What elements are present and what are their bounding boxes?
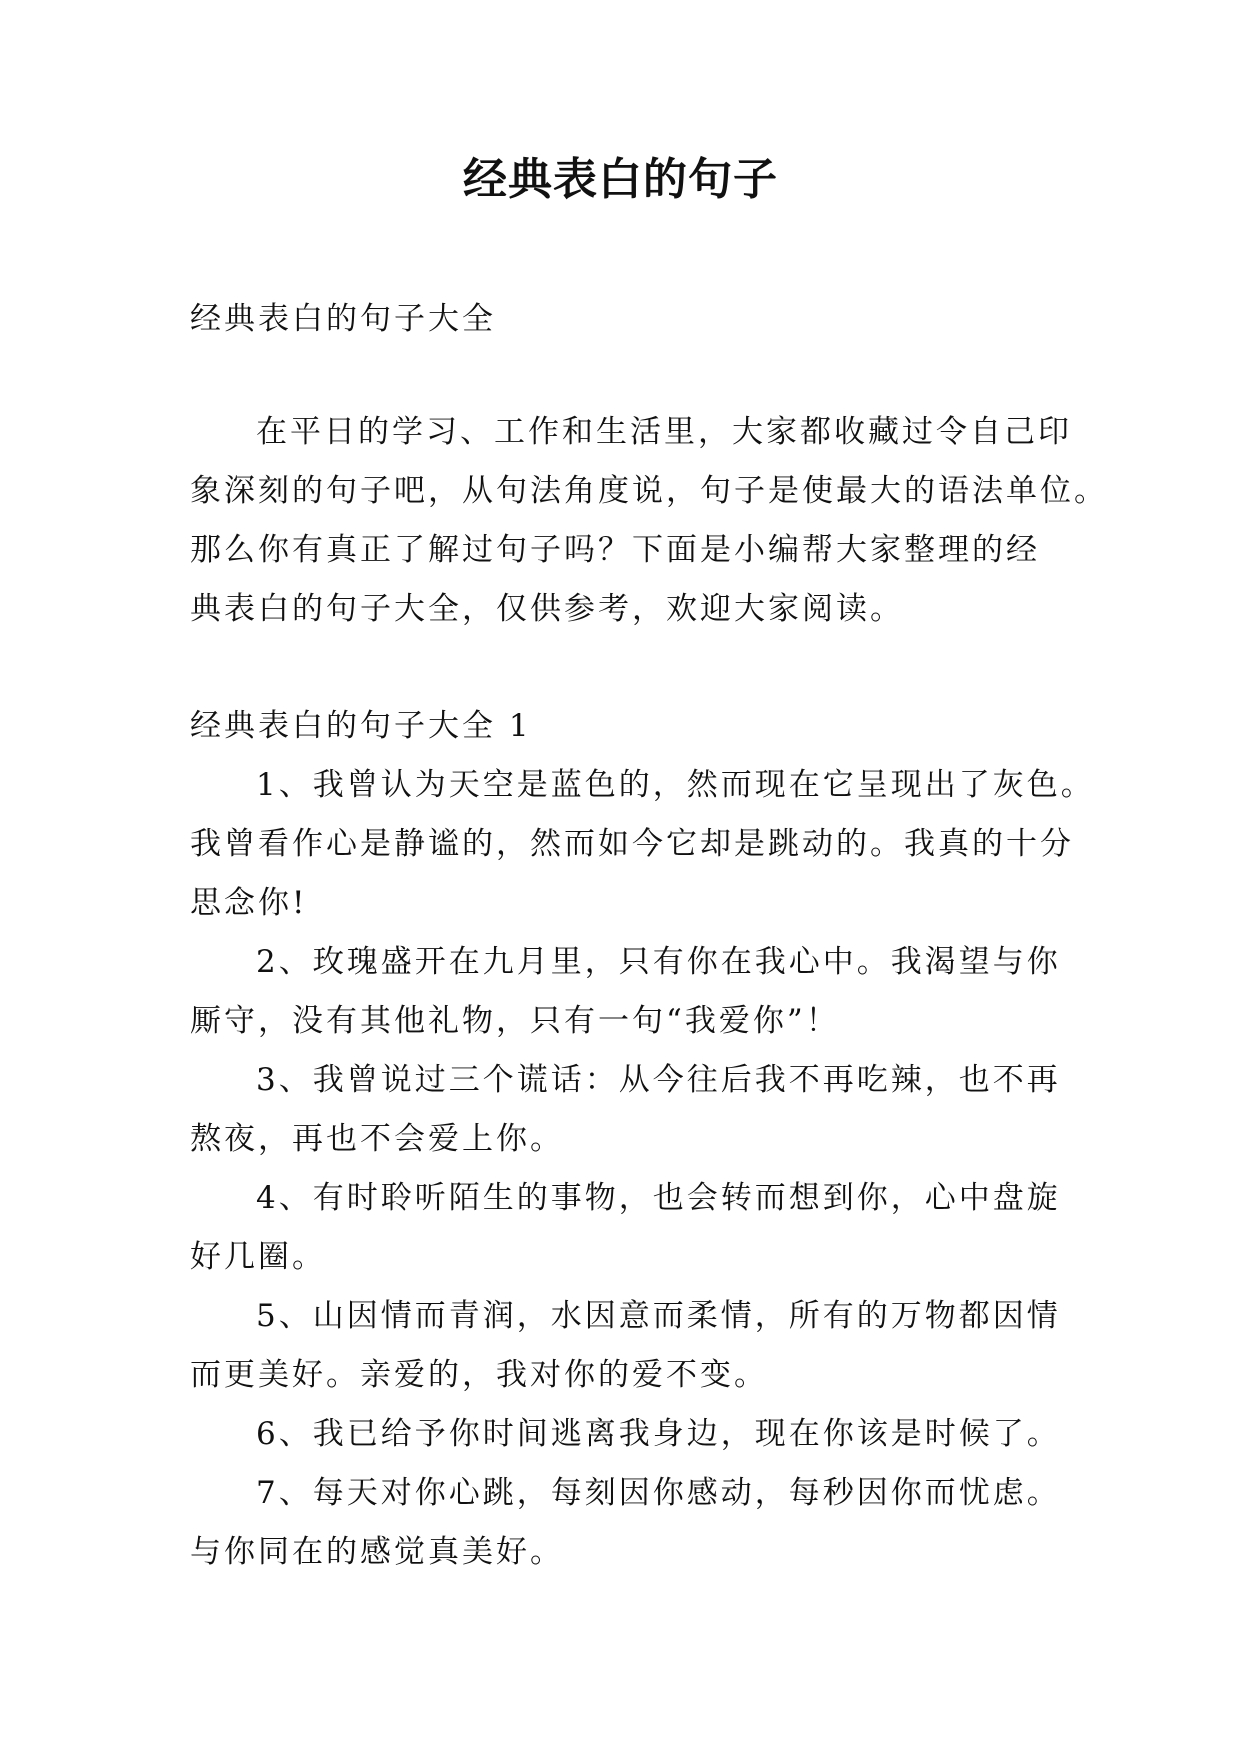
quote-item-1 bbox=[190, 756, 1095, 933]
document-subtitle: 经典表白的句子大全 bbox=[190, 301, 496, 337]
quote-line: 7、每天对你心跳，每刻因你感动，每秒因你而忧虑。 bbox=[256, 1475, 1061, 1511]
section-heading: 经典表白的句子大全 1 bbox=[190, 708, 532, 744]
intro-paragraph bbox=[190, 403, 1108, 639]
quote-item-5 bbox=[190, 1287, 1070, 1405]
document-title: 经典表白的句子 bbox=[463, 154, 778, 205]
quote-section bbox=[190, 697, 1095, 1582]
quote-item-7 bbox=[190, 1464, 1070, 1582]
quote-line: 1、我曾认为天空是蓝色的，然而现在它呈现出了灰色。 bbox=[256, 767, 1095, 803]
quote-line: 6、我已给予你时间逃离我身边，现在你该是时候了。 bbox=[256, 1416, 1061, 1452]
quote-line: 思念你! bbox=[190, 885, 308, 921]
quote-line: 与你同在的感觉真美好。 bbox=[190, 1534, 564, 1570]
quote-line: 好几圈。 bbox=[190, 1239, 326, 1275]
intro-line: 典表白的句子大全，仅供参考，欢迎大家阅读。 bbox=[190, 591, 904, 627]
quote-line: 而更美好。亲爱的，我对你的爱不变。 bbox=[190, 1357, 768, 1393]
intro-line: 象深刻的句子吧，从句法角度说，句子是使最大的语法单位。 bbox=[190, 473, 1108, 509]
quote-item-4 bbox=[190, 1169, 1070, 1287]
intro-line: 那么你有真正了解过句子吗？下面是小编帮大家整理的经 bbox=[190, 532, 1040, 568]
quote-line: 我曾看作心是静谧的，然而如今它却是跳动的。我真的十分 bbox=[190, 826, 1074, 862]
intro-line: 在平日的学习、工作和生活里，大家都收藏过令自己印 bbox=[256, 414, 1072, 450]
quote-line: 4、有时聆听陌生的事物，也会转而想到你，心中盘旋 bbox=[256, 1180, 1061, 1216]
quote-item-3 bbox=[190, 1051, 1070, 1169]
quote-item-2 bbox=[190, 933, 1070, 1051]
quote-line: 3、我曾说过三个谎话：从今往后我不再吃辣，也不再 bbox=[256, 1062, 1061, 1098]
quote-item-6 bbox=[190, 1405, 1070, 1464]
quote-line: 厮守，没有其他礼物，只有一句“我爱你”！ bbox=[190, 1003, 840, 1039]
quote-line: 5、山因情而青润，水因意而柔情，所有的万物都因情 bbox=[256, 1298, 1061, 1334]
quote-line: 熬夜，再也不会爱上你。 bbox=[190, 1121, 564, 1157]
quote-line: 2、玫瑰盛开在九月里，只有你在我心中。我渴望与你 bbox=[256, 944, 1061, 980]
